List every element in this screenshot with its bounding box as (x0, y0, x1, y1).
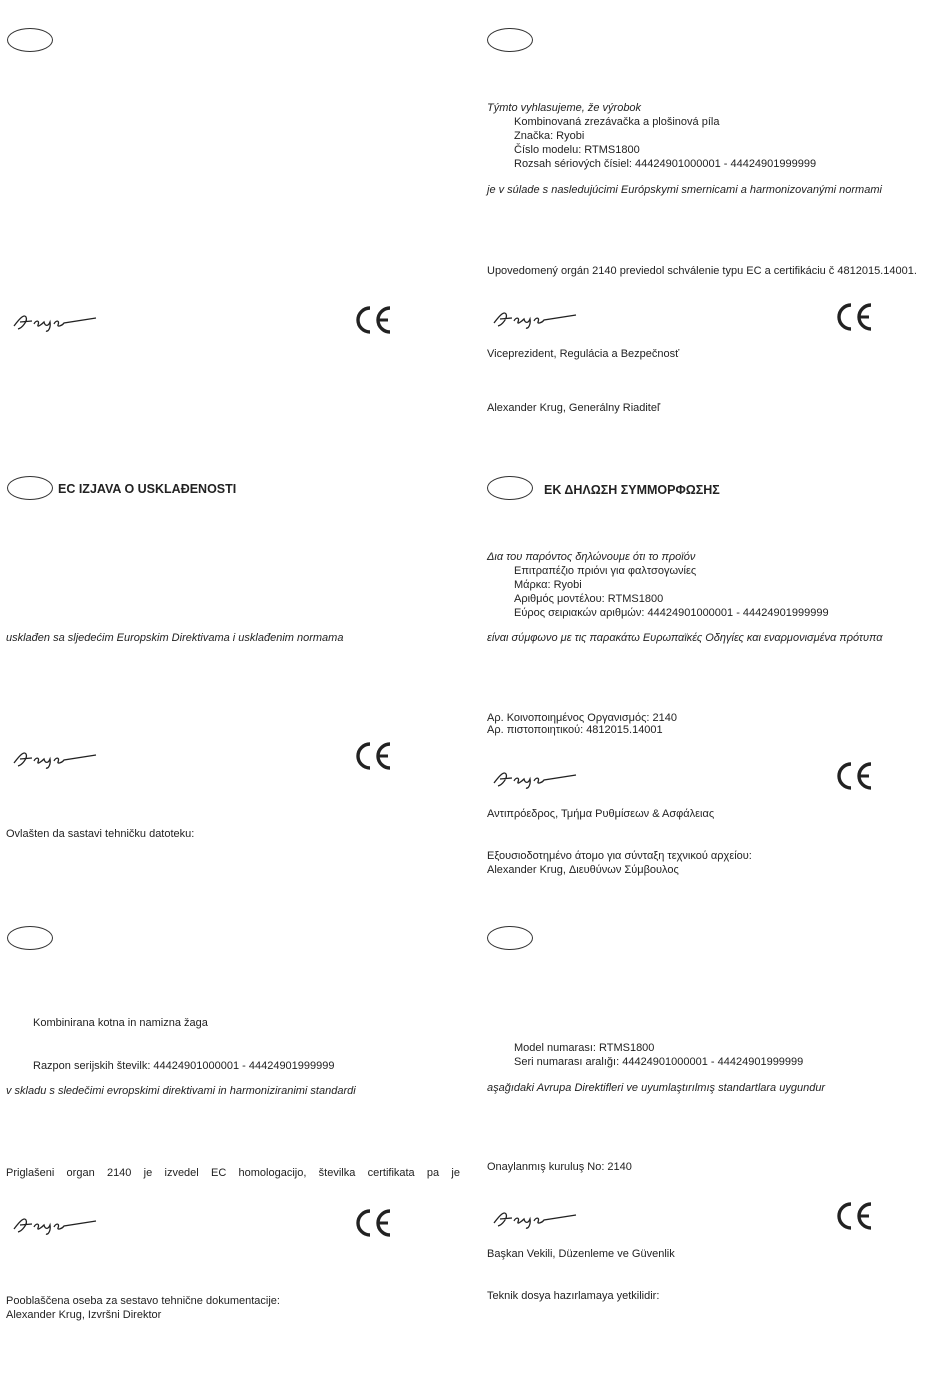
ce-mark-icon (354, 1208, 394, 1238)
signature-icon (10, 745, 102, 771)
model-number: Model numarası: RTMS1800 (514, 1042, 655, 1054)
signatory-role: Αντιπρόεδρος, Τμήμα Ρυθμίσεων & Ασφάλειας (487, 808, 715, 820)
conformity-statement: aşağıdaki Avrupa Direktifleri ve uyumlaştırılmış standartlara uygundur (487, 1082, 826, 1094)
signatory-name: Alexander Krug, Izvršni Direktor (6, 1309, 162, 1321)
signatory-role: Başkan Vekili, Düzenleme ve Güvenlik (487, 1248, 675, 1260)
signature-icon (10, 1211, 102, 1237)
language-badge-oval (487, 476, 533, 500)
conformity-statement: v skladu s sledečimi evropskimi direktivami in harmoniziranimi standardi (6, 1085, 356, 1097)
signatory-name: Alexander Krug, Generálny Riaditeľ (487, 402, 661, 414)
serial-range: Rozsah sériových čísiel: 44424901000001 - 44424901999999 (514, 158, 817, 170)
serial-range: Εύρος σειριακών αριθμών: 44424901000001 - 44424901999999 (514, 607, 829, 619)
ce-mark-icon (835, 761, 875, 791)
language-badge-oval (7, 28, 53, 52)
language-badge-oval (7, 926, 53, 950)
notified-body: Priglašeni organ 2140 je izvedel EC homologacijo, številka certifikata pa je (6, 1167, 460, 1179)
declaration-heading: EC IZJAVA O USKLAĐENOSTI (58, 482, 237, 496)
brand: Μάρκα: Ryobi (514, 579, 582, 591)
authorized-person-label: Εξουσιοδοτημένο άτομο για σύνταξη τεχνικού αρχείου: (487, 850, 752, 862)
certificate-number: Αρ. πιστοποιητικού: 4812015.14001 (487, 724, 663, 736)
ce-mark-icon (835, 302, 875, 332)
ce-mark-icon (835, 1201, 875, 1231)
product-name: Kombinovaná zrezávačka a plošinová píla (514, 116, 720, 128)
declaration-intro: Týmto vyhlasujeme, že výrobok (487, 102, 642, 114)
ce-mark-icon (354, 305, 394, 335)
authorized-person-label: Ovlašten da sastavi tehničku datoteku: (6, 828, 195, 840)
serial-range: Seri numarası aralığı: 44424901000001 - 44424901999999 (514, 1056, 804, 1068)
authorized-person-label: Teknik dosya hazırlamaya yetkilidir: (487, 1290, 660, 1302)
brand: Značka: Ryobi (514, 130, 585, 142)
signature-icon (490, 305, 582, 331)
notified-body: Onaylanmış kuruluş No: 2140 (487, 1161, 632, 1173)
product-name: Επιτραπέζιο πριόνι για φαλτσογωνίες (514, 565, 697, 577)
signature-icon (490, 1205, 582, 1231)
signatory-name: Alexander Krug, Διευθύνων Σύμβουλος (487, 864, 679, 876)
language-badge-oval (487, 926, 533, 950)
model-number: Αριθμός μοντέλου: RTMS1800 (514, 593, 664, 605)
signature-icon (10, 308, 102, 334)
model-number: Číslo modelu: RTMS1800 (514, 144, 640, 156)
declaration-intro: Δια του παρόντος δηλώνουμε ότι το προϊόν (487, 551, 696, 563)
notified-body: Upovedomený orgán 2140 previedol schválenie typu EC a certifikáciu č 4812015.14001. (487, 265, 917, 277)
signatory-role: Viceprezident, Regulácia a Bezpečnosť (487, 348, 680, 360)
authorized-person-label: Pooblaščena oseba za sestavo tehnične dokumentacije: (6, 1295, 280, 1307)
signature-icon (490, 765, 582, 791)
language-badge-oval (487, 28, 533, 52)
declaration-heading: ΕΚ ΔΗΛΩΣΗ ΣΥΜΜΟΡΦΩΣΗΣ (544, 483, 720, 497)
ce-mark-icon (354, 741, 394, 771)
product-name: Kombinirana kotna in namizna žaga (33, 1017, 208, 1029)
conformity-statement: je v súlade s nasledujúcimi Európskymi smernicami a harmonizovanými normami (487, 184, 882, 196)
serial-range: Razpon serijskih številk: 44424901000001 - 44424901999999 (33, 1060, 335, 1072)
conformity-statement: usklađen sa sljedećim Europskim Direktivama i usklađenim normama (6, 632, 344, 644)
conformity-statement: είναι σύμφωνο με τις παρακάτω Ευρωπαϊκές Οδηγίες και εναρμονισμένα πρότυπα (487, 632, 883, 644)
language-badge-oval (7, 476, 53, 500)
notified-body: Αρ. Κοινοποιημένος Οργανισμός: 2140 (487, 712, 678, 724)
